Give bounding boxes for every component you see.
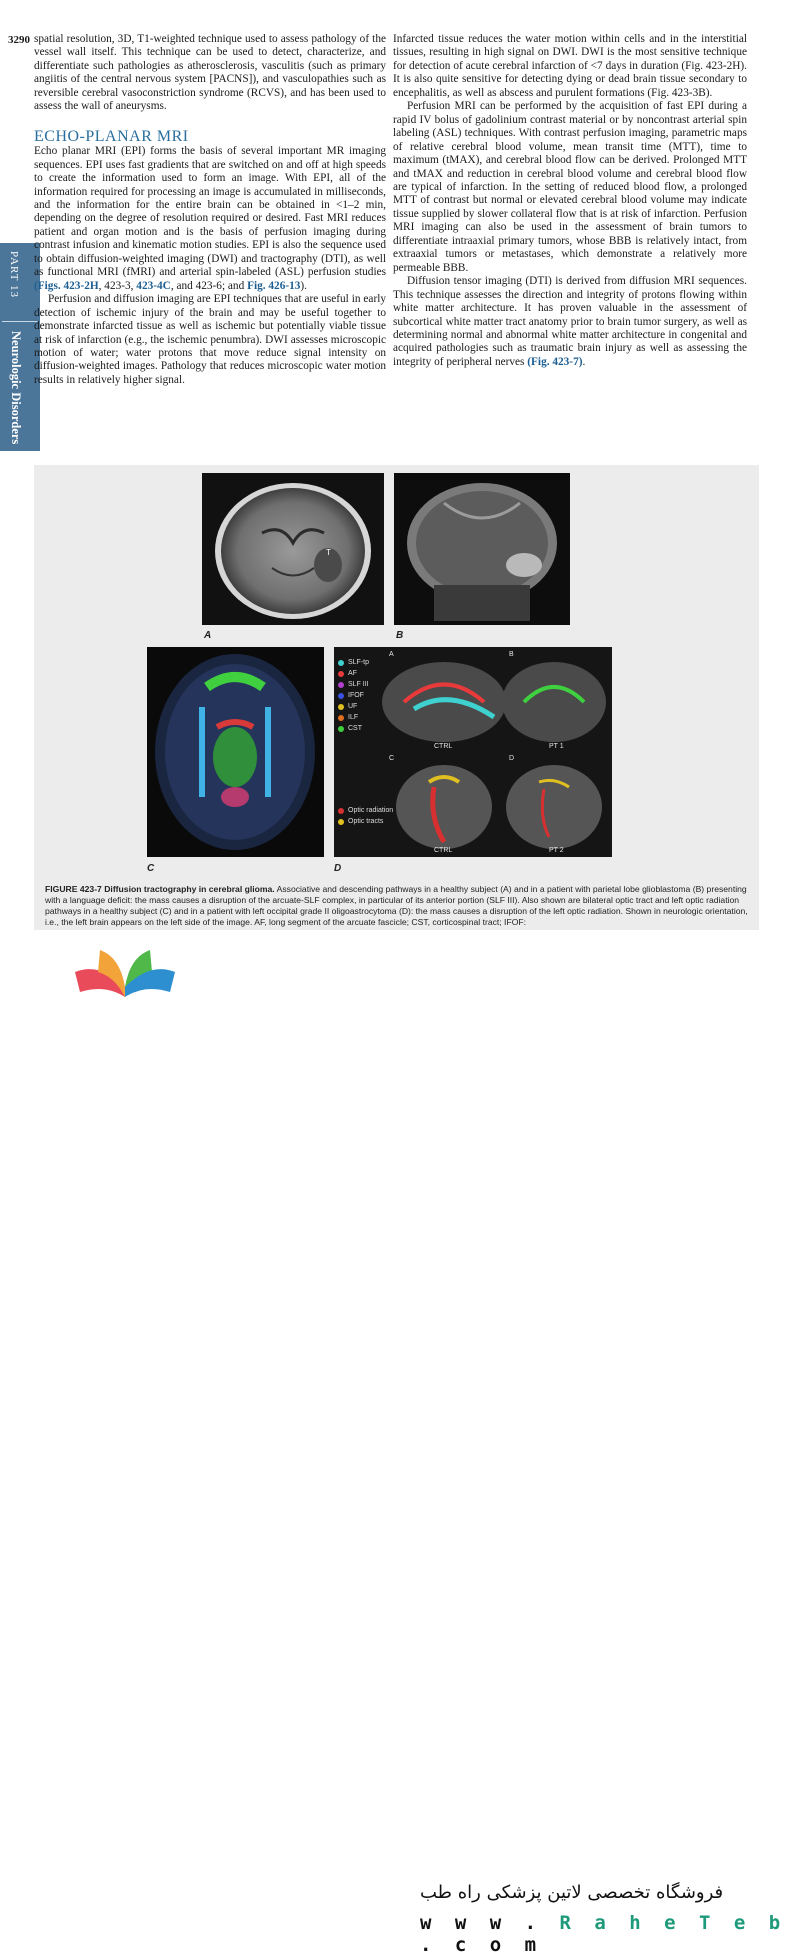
panel-label-c: C bbox=[147, 863, 155, 874]
caption-title: FIGURE 423-7 Diffusion tractography in cerebral glioma. bbox=[45, 884, 275, 894]
panel-label-a: A bbox=[204, 630, 212, 641]
figure-link-426-13[interactable]: Fig. 426-13 bbox=[247, 279, 301, 292]
mri-axial-image bbox=[202, 473, 384, 625]
tumor-mark: T bbox=[326, 548, 331, 557]
legend-row-cst bbox=[338, 723, 369, 734]
epi-text-b: , 423-3, bbox=[98, 279, 137, 292]
legend-label: Optic tracts bbox=[348, 818, 384, 825]
legend-swatch bbox=[338, 660, 344, 666]
legend-swatch bbox=[338, 693, 344, 699]
dti-text-b: . bbox=[582, 355, 586, 368]
legend-label: SLF-tp bbox=[348, 659, 370, 666]
mri-coronal-drawing bbox=[394, 473, 570, 625]
subpanel-label-d: D bbox=[509, 755, 515, 762]
part-label: PART 13 bbox=[8, 251, 20, 298]
caption-text: Associative and descending pathways in a healthy subject (A) and in a patient with parietal lobe glioblastoma (B) presenting with a language deficit: the mass causes a disruption of the arcuate-SLF complex, in particular of its anterior portion (SLF III). Also shown are bilateral optic tract and left optic radiation pathways in a healthy subject (C) and in a patient with left occipital grade II oligoastrocytoma (D): the mass causes a disruption of the left optic radiation. Shown in neurologic orientation, i.e., the left brain appears on the left side of the image. AF, long segment of the arcuate fascicle; CST, corticospinal tract; IFOF: bbox=[45, 884, 748, 927]
perfusion-diffusion-paragraph: Perfusion and diffusion imaging are EPI techniques that are useful in early detection of ischemic injury of the brain and may be useful together to demonstrate infarcted tissue as well as ischemic but potentially viable tissue at risk of infarction (e.g., the ischemic penumbra). DWI assesses microscopic motion of water; water protons that move reduce signal intensity on diffusion-weighted images. Pathology that reduces microscopic water motion results in relatively higher signal. bbox=[34, 293, 386, 386]
figure-link-423-4c[interactable]: 423-4C bbox=[136, 279, 171, 292]
legend-label: ILF bbox=[348, 714, 359, 721]
mri-axial-drawing bbox=[202, 473, 384, 625]
epi-text-c: , and 423-6; and bbox=[170, 279, 248, 292]
ctrl2-label: CTRL bbox=[434, 847, 453, 854]
dti-colormap-drawing bbox=[147, 647, 324, 857]
optic-legend bbox=[338, 805, 393, 827]
figure-caption bbox=[45, 884, 750, 928]
legend-label: AF bbox=[348, 670, 357, 677]
panel-label-b: B bbox=[396, 630, 404, 641]
legend-swatch bbox=[338, 808, 344, 814]
epi-paragraph bbox=[34, 145, 386, 293]
legend-row-optic-tracts bbox=[338, 816, 393, 827]
mri-coronal-image bbox=[394, 473, 570, 625]
legend-row-ifof bbox=[338, 690, 369, 701]
infarct-paragraph: Infarcted tissue reduces the water motion within cells and in the interstitial tissues, resulting in high signal on DWI. DWI is the most sensitive technique for detection of acute cerebral infarction of <7 days in duration (Fig. 423-2H). It is also quite sensitive for detecting dying or dead brain tissue secondary to encephalitis, as well as abscess and purulent formations (Fig. 423-3B). bbox=[393, 33, 747, 99]
figure-link-423-2h[interactable]: (Figs. 423-2H bbox=[34, 279, 99, 292]
epi-text-d: ). bbox=[300, 279, 307, 292]
legend-swatch bbox=[338, 715, 344, 721]
sidebar-divider bbox=[2, 321, 38, 322]
dti-paragraph bbox=[393, 275, 747, 369]
shop-name: فروشگاه تخصصی لاتین پزشکی راه طب bbox=[420, 1882, 724, 1903]
dti-text-a: Diffusion tensor imaging (DTI) is derived from diffusion MRI sequences. This technique assesses the direction and integrity of protons flowing within white matter architecture. It has proven valuable in the assessment of subcortical white matter tract anatomy prior to brain tumor surgery, as well as determining normal and abnormal white matter architecture in congenital and acquired pathologies such as traumatic brain injury as well as assessing the integrity of peripheral nerves bbox=[393, 275, 747, 368]
legend-row-af bbox=[338, 668, 369, 679]
figure-link-423-7[interactable]: (Fig. 423-7) bbox=[527, 355, 583, 368]
subpanel-label-a: A bbox=[389, 651, 394, 658]
figure-423-7 bbox=[34, 465, 759, 930]
watermark-footer bbox=[0, 930, 789, 1956]
perfusion-mri-paragraph: Perfusion MRI can be performed by the acquisition of fast EPI during a rapid IV bolus of gadolinium contrast material or by noncontrast arterial spin labeling (ASL) techniques. With contrast perfusion imaging, parametric maps of relative cerebral blood volume, mean transit time (MTT), time to maximum (tMAX), and cerebral blood flow can be derived. Prolonged MTT and tMAX and reduction in cerebral blood volume and cerebral blood flow are typical of infarction. In the setting of reduced blood flow, a prolonged MTT of contrast but normal or elevated cerebral blood volume may indicate tissue supplied by slower collateral flow that is at risk of infarction. Perfusion MRI imaging can also be used in the assessment of brain tumors to differentiate intraaxial primary tumors, whose BBB is relatively intact, from extraaxial tumors or metastases, which demonstrate a relatively more permeable BBB. bbox=[393, 100, 747, 274]
subpanel-label-c: C bbox=[389, 755, 395, 762]
dti-colormap-image bbox=[147, 647, 324, 857]
legend-label: UF bbox=[348, 703, 358, 710]
tract-legend bbox=[338, 657, 369, 734]
section-heading: ECHO-PLANAR MRI bbox=[34, 127, 189, 145]
epi-text-a: Echo planar MRI (EPI) forms the basis of several important MR imaging sequences. EPI uses fast gradients that are switched on and off at high speeds to create the information used to form an image. With EPI, all of the information required for processing an image is accumulated in milliseconds, and the information for the entire brain can be obtained in <1–2 min, depending on the degree of resolution required or desired. Fast MRI reduces patient and organ motion and is the basis of perfusion imaging during contrast infusion and kinematic motion studies. EPI is also the sequence used to obtain diffusion-weighted imaging (DWI) and tractography (DTI), as well as functional MRI (fMRI) and arterial spin-labeled (ASL) perfusion studies bbox=[34, 145, 386, 279]
legend-label: Optic radiation bbox=[348, 807, 394, 814]
right-column bbox=[393, 33, 747, 369]
legend-row-slf-iii bbox=[338, 679, 369, 690]
legend-row-optic-radiation bbox=[338, 805, 393, 816]
legend-label: IFOF bbox=[348, 692, 364, 699]
pt2-label: PT 2 bbox=[549, 847, 564, 854]
book-logo-icon bbox=[70, 942, 180, 1002]
left-column bbox=[34, 33, 386, 387]
subpanel-label-b: B bbox=[509, 651, 514, 658]
ctrl-label: CTRL bbox=[434, 743, 453, 750]
web-suffix: . c o m bbox=[420, 1934, 543, 1956]
panel-label-d: D bbox=[334, 863, 342, 874]
legend-row-slf-tp bbox=[338, 657, 369, 668]
pt1-label: PT 1 bbox=[549, 743, 564, 750]
legend-swatch bbox=[338, 726, 344, 732]
web-brand: R a h e T e b bbox=[559, 1912, 787, 1934]
legend-swatch bbox=[338, 819, 344, 825]
legend-swatch bbox=[338, 682, 344, 688]
intro-paragraph: spatial resolution, 3D, T1-weighted technique used to assess pathology of the vessel wall itself. This technique can be used to detect, characterize, and differentiate such pathologies as atherosclerosis, vasculitis (such as primary angiitis of the central nervous system [PACNS]), and vasculopathies such as reversible cerebral vasoconstriction syndrome (RCVS), and has been used to assess the wall of aneurysms. bbox=[34, 33, 386, 113]
page-number: 3290 bbox=[8, 34, 30, 46]
part-title: Neurologic Disorders bbox=[9, 331, 23, 445]
legend-swatch bbox=[338, 671, 344, 677]
legend-label: CST bbox=[348, 725, 362, 732]
shop-website[interactable] bbox=[420, 1912, 789, 1956]
legend-swatch bbox=[338, 704, 344, 710]
web-prefix: w w w . bbox=[420, 1912, 560, 1934]
legend-row-uf bbox=[338, 701, 369, 712]
legend-row-ilf bbox=[338, 712, 369, 723]
legend-label: SLF III bbox=[348, 681, 369, 688]
